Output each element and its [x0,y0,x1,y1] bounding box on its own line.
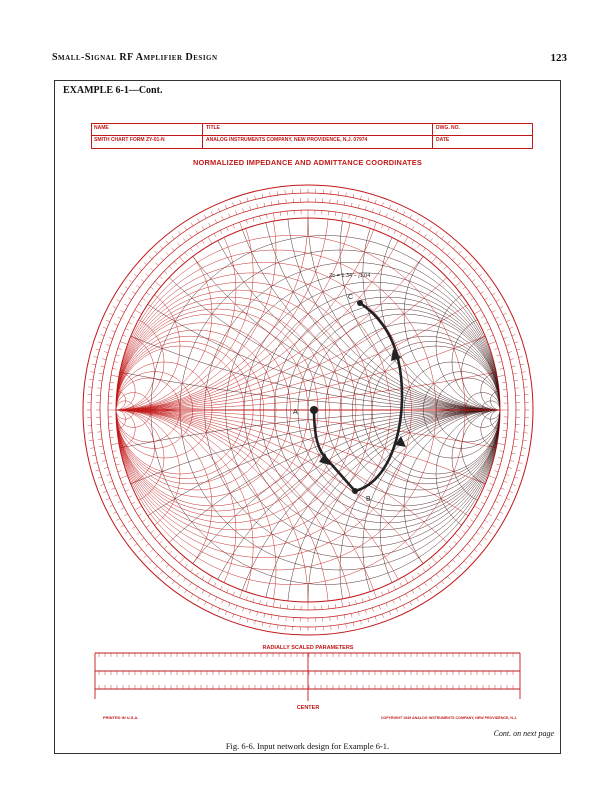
page-header [52,52,567,70]
label-c: C [348,294,354,301]
label-a: A [293,409,298,416]
smith-chart [55,81,560,753]
title-block-company: ANALOG INSTRUMENTS COMPANY, NEW PROVIDENCE, N.J. 07974 [206,137,368,143]
title-block-title: TITLE [206,125,220,131]
example-label: EXAMPLE 6-1—Cont. [63,85,163,96]
label-zc: Zc = 1.34 − j1.04 [329,273,371,279]
label-b: B [366,496,371,503]
page-number: 123 [550,52,567,64]
figure-frame [54,80,561,754]
admittance-grid [55,81,560,753]
figure-caption [55,741,560,751]
figure-caption-text: Fig. 6-6. Input network design for Example 6-1. [225,741,390,751]
point-c-marker [357,300,363,306]
copyright-label: COPYRIGHT 1949 ANALOG INSTRUMENTS COMPANY, NEW PROVIDENCE, N.J. [380,716,517,720]
center-label: CENTER [296,705,320,711]
point-b-marker [352,488,358,494]
title-block-name: NAME [94,125,109,131]
continuation-note: Cont. on next page [493,729,554,738]
printed-label: PRINTED IN U.S.A. [103,715,139,720]
running-title: Small-Signal RF Amplifier Design [52,52,218,63]
point-a-marker [310,406,318,414]
radial-scales-title: RADIALLY SCALED PARAMETERS [262,645,354,651]
title-block-form: SMITH CHART FORM ZY-01-N [94,137,165,143]
title-block-date: DATE [436,137,450,143]
title-block-dwg-no: DWG. NO. [436,125,460,131]
chart-title: NORMALIZED IMPEDANCE AND ADMITTANCE COORDINATES [192,158,423,167]
